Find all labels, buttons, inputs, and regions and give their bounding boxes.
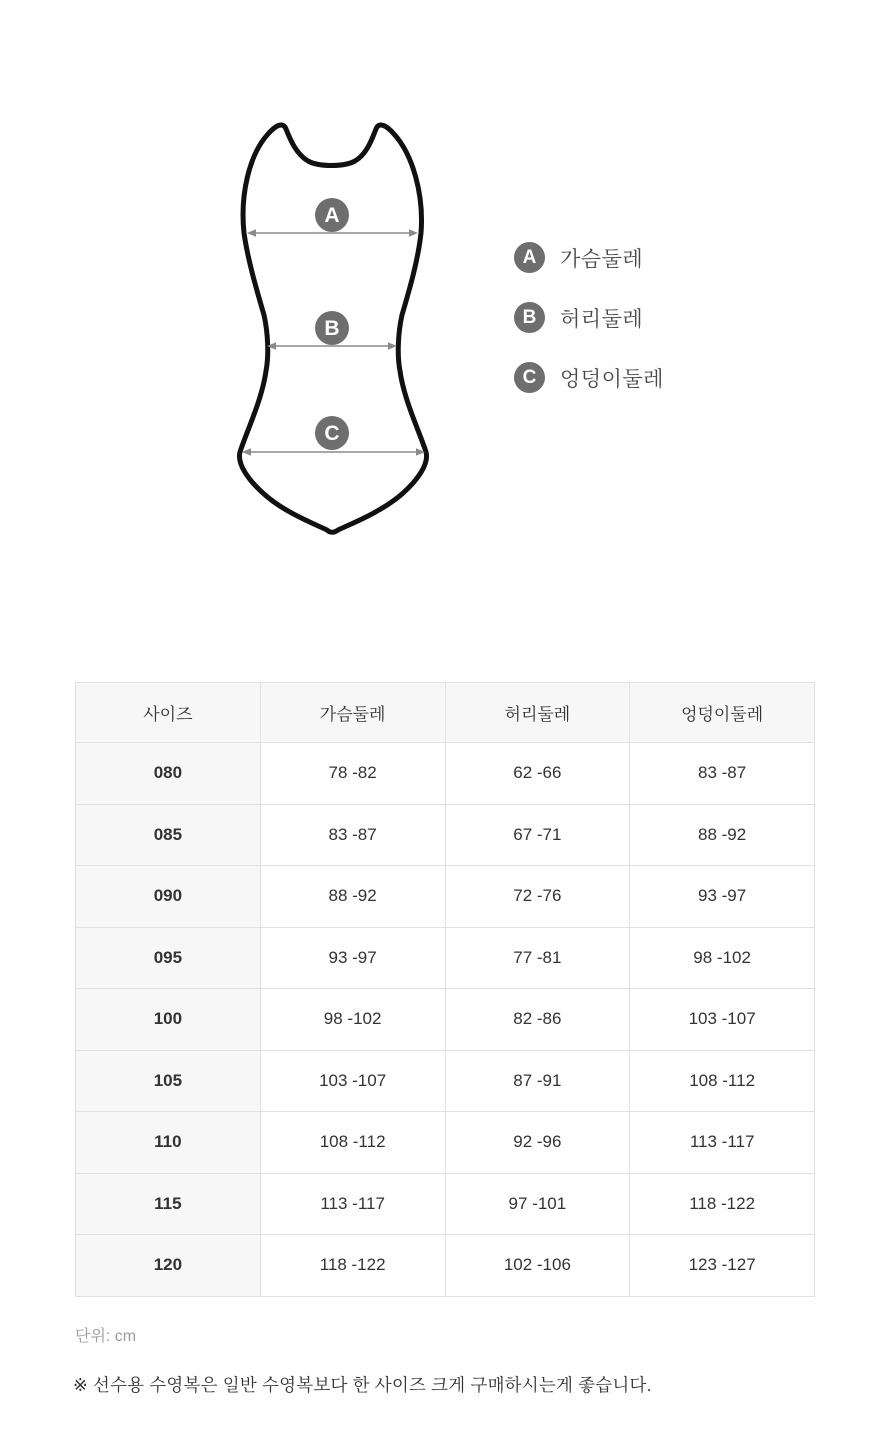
size-cell: 100 (76, 989, 261, 1051)
waist-cell: 62 -66 (445, 743, 630, 805)
header-hip: 엉덩이둘레 (630, 683, 815, 743)
marker-a-letter: A (324, 204, 340, 227)
waist-cell: 87 -91 (445, 1050, 630, 1112)
marker-c-badge (315, 416, 349, 450)
waist-cell: 67 -71 (445, 804, 630, 866)
unit-label: 단위: cm (75, 1328, 137, 1345)
hip-cell: 118 -122 (630, 1173, 815, 1235)
table-row (76, 1112, 815, 1174)
table-row (76, 1235, 815, 1297)
chest-cell: 83 -87 (260, 804, 445, 866)
size-cell: 095 (76, 927, 261, 989)
header-size: 사이즈 (76, 683, 261, 743)
size-cell: 115 (76, 1173, 261, 1235)
waist-cell: 77 -81 (445, 927, 630, 989)
legend-item-waist (514, 302, 664, 333)
size-table (75, 682, 815, 1297)
header-waist: 허리둘레 (445, 683, 630, 743)
hip-cell: 123 -127 (630, 1235, 815, 1297)
table-row (76, 1173, 815, 1235)
table-row (76, 927, 815, 989)
size-table-header-row (76, 683, 815, 743)
chest-cell: 93 -97 (260, 927, 445, 989)
marker-b-badge (315, 311, 349, 345)
legend-label-waist: 허리둘레 (560, 307, 644, 331)
chest-cell: 88 -92 (260, 866, 445, 928)
swimsuit-measurement-diagram (222, 103, 442, 548)
size-table-container (75, 682, 815, 1297)
legend-item-chest (514, 242, 664, 273)
measurement-legend (514, 242, 664, 422)
size-cell: 105 (76, 1050, 261, 1112)
size-cell: 090 (76, 866, 261, 928)
legend-item-hip (514, 362, 664, 393)
header-chest: 가슴둘레 (260, 683, 445, 743)
table-row (76, 866, 815, 928)
legend-badge-a: A (514, 242, 545, 273)
hip-cell: 98 -102 (630, 927, 815, 989)
waist-cell: 102 -106 (445, 1235, 630, 1297)
waist-cell: 82 -86 (445, 989, 630, 1051)
chest-cell: 108 -112 (260, 1112, 445, 1174)
purchase-note: ※ 선수용 수영복은 일반 수영복보다 한 사이즈 크게 구매하시는게 좋습니다. (73, 1375, 652, 1395)
waist-cell: 92 -96 (445, 1112, 630, 1174)
table-row (76, 804, 815, 866)
chest-cell: 113 -117 (260, 1173, 445, 1235)
hip-cell: 83 -87 (630, 743, 815, 805)
chest-cell: 98 -102 (260, 989, 445, 1051)
chest-cell: 78 -82 (260, 743, 445, 805)
size-cell: 110 (76, 1112, 261, 1174)
legend-label-chest: 가슴둘레 (560, 247, 644, 271)
legend-badge-c: C (514, 362, 545, 393)
size-cell: 085 (76, 804, 261, 866)
size-cell: 080 (76, 743, 261, 805)
hip-cell: 108 -112 (630, 1050, 815, 1112)
waist-cell: 97 -101 (445, 1173, 630, 1235)
table-row (76, 743, 815, 805)
size-cell: 120 (76, 1235, 261, 1297)
legend-label-hip: 엉덩이둘레 (560, 367, 664, 391)
hip-cell: 88 -92 (630, 804, 815, 866)
marker-b-letter: B (324, 317, 340, 340)
chest-cell: 118 -122 (260, 1235, 445, 1297)
marker-c-letter: C (324, 422, 340, 445)
waist-cell: 72 -76 (445, 866, 630, 928)
marker-a-badge (315, 198, 349, 232)
hip-cell: 103 -107 (630, 989, 815, 1051)
table-row (76, 989, 815, 1051)
chest-cell: 103 -107 (260, 1050, 445, 1112)
table-row (76, 1050, 815, 1112)
hip-cell: 93 -97 (630, 866, 815, 928)
hip-cell: 113 -117 (630, 1112, 815, 1174)
legend-badge-b: B (514, 302, 545, 333)
